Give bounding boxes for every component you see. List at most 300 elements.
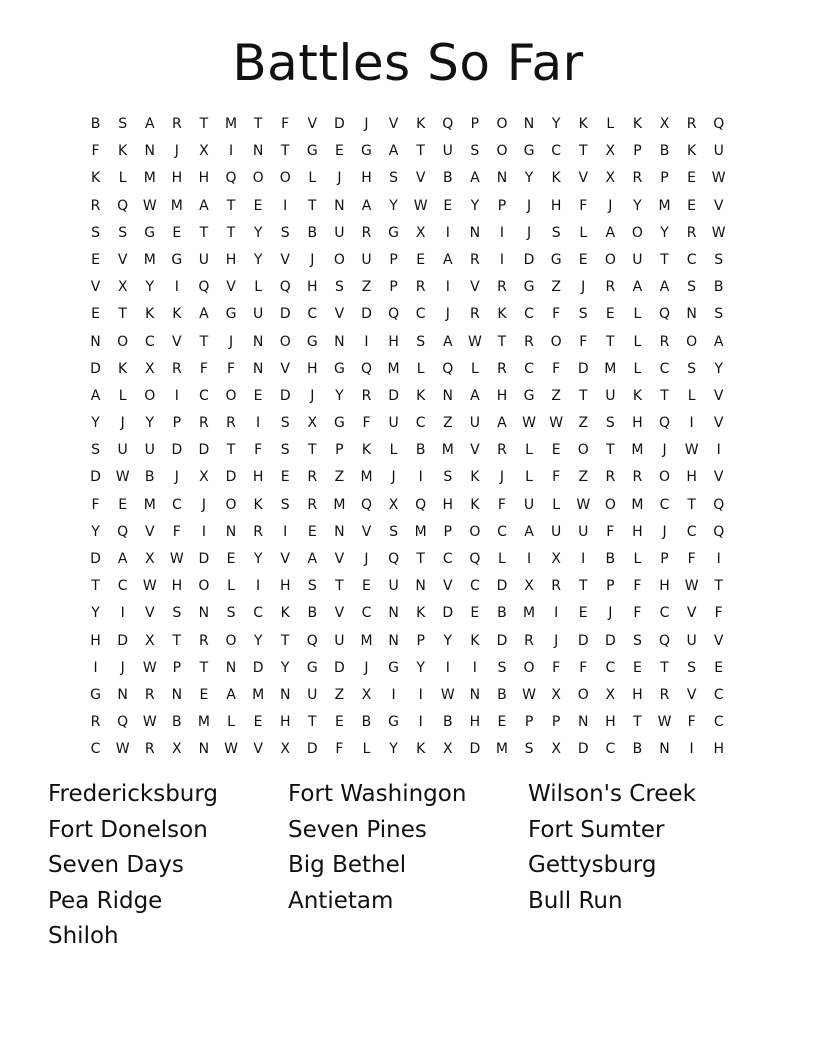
- grid-cell[interactable]: I: [526, 551, 532, 567]
- grid-cell[interactable]: H: [605, 714, 616, 731]
- grid-cell[interactable]: E: [280, 469, 290, 486]
- grid-cell[interactable]: D: [334, 116, 345, 132]
- grid-cell[interactable]: U: [361, 251, 372, 268]
- grid-cell[interactable]: T: [253, 116, 263, 132]
- grid-cell[interactable]: Z: [361, 279, 372, 296]
- grid-cell[interactable]: B: [632, 741, 643, 758]
- grid-cell[interactable]: N: [225, 523, 237, 540]
- grid-cell[interactable]: A: [361, 197, 372, 214]
- grid-cell[interactable]: G: [90, 686, 101, 703]
- grid-cell[interactable]: L: [633, 551, 642, 567]
- grid-cell[interactable]: X: [659, 116, 670, 132]
- grid-cell[interactable]: X: [144, 360, 155, 377]
- grid-cell[interactable]: O: [686, 333, 698, 350]
- grid-cell[interactable]: N: [442, 387, 453, 404]
- grid-cell[interactable]: R: [605, 469, 616, 486]
- grid-cell[interactable]: R: [199, 415, 209, 432]
- grid-cell[interactable]: U: [252, 306, 264, 323]
- grid-cell[interactable]: K: [632, 116, 643, 132]
- grid-cell[interactable]: T: [416, 143, 425, 160]
- grid-cell[interactable]: E: [416, 251, 426, 268]
- grid-cell[interactable]: K: [361, 442, 372, 459]
- grid-cell[interactable]: E: [362, 578, 371, 595]
- grid-cell[interactable]: K: [416, 741, 426, 758]
- grid-cell[interactable]: O: [631, 224, 643, 241]
- grid-cell[interactable]: V: [280, 360, 290, 377]
- grid-cell[interactable]: V: [253, 741, 263, 758]
- grid-cell[interactable]: L: [227, 714, 235, 731]
- grid-cell[interactable]: P: [389, 279, 398, 296]
- grid-cell[interactable]: D: [252, 659, 264, 676]
- grid-cell[interactable]: B: [172, 714, 182, 731]
- grid-cell[interactable]: I: [716, 551, 721, 567]
- grid-cell[interactable]: L: [227, 578, 235, 595]
- grid-cell[interactable]: G: [306, 143, 318, 160]
- grid-cell[interactable]: P: [416, 632, 425, 649]
- grid-cell[interactable]: K: [416, 116, 426, 132]
- grid-cell[interactable]: W: [522, 686, 536, 703]
- grid-cell[interactable]: H: [171, 578, 183, 595]
- grid-cell[interactable]: U: [551, 523, 562, 540]
- grid-cell[interactable]: O: [469, 523, 481, 540]
- grid-cell[interactable]: D: [198, 551, 210, 567]
- grid-cell[interactable]: O: [198, 578, 210, 595]
- grid-cell[interactable]: I: [256, 415, 261, 432]
- grid-cell[interactable]: H: [225, 251, 237, 268]
- grid-cell[interactable]: B: [307, 224, 318, 241]
- grid-cell[interactable]: C: [659, 496, 670, 513]
- grid-cell[interactable]: D: [90, 551, 101, 567]
- grid-cell[interactable]: N: [171, 686, 183, 703]
- grid-cell[interactable]: C: [253, 605, 263, 622]
- grid-cell[interactable]: B: [713, 279, 724, 296]
- grid-cell[interactable]: Z: [334, 686, 345, 703]
- grid-cell[interactable]: J: [608, 605, 613, 622]
- grid-cell[interactable]: C: [524, 360, 534, 377]
- grid-cell[interactable]: A: [90, 387, 101, 404]
- grid-cell[interactable]: A: [199, 306, 209, 323]
- grid-cell[interactable]: L: [633, 333, 642, 350]
- grid-cell[interactable]: S: [714, 251, 724, 268]
- grid-cell[interactable]: T: [578, 578, 588, 595]
- grid-cell[interactable]: C: [90, 741, 101, 758]
- grid-cell[interactable]: K: [172, 306, 182, 323]
- grid-cell[interactable]: R: [144, 686, 155, 703]
- grid-cell[interactable]: R: [686, 116, 697, 132]
- grid-cell[interactable]: M: [631, 442, 644, 459]
- grid-cell[interactable]: H: [550, 197, 562, 214]
- grid-cell[interactable]: U: [307, 686, 318, 703]
- grid-cell[interactable]: X: [551, 686, 561, 703]
- grid-cell[interactable]: M: [523, 605, 536, 622]
- grid-cell[interactable]: F: [552, 469, 561, 486]
- grid-cell[interactable]: K: [118, 360, 128, 377]
- grid-cell[interactable]: G: [171, 251, 183, 268]
- grid-cell[interactable]: M: [333, 496, 346, 513]
- grid-cell[interactable]: Z: [334, 469, 345, 486]
- grid-cell[interactable]: D: [279, 387, 291, 404]
- grid-cell[interactable]: V: [713, 469, 724, 486]
- grid-cell[interactable]: G: [333, 360, 345, 377]
- grid-cell[interactable]: J: [554, 632, 559, 649]
- grid-cell[interactable]: V: [713, 415, 724, 432]
- grid-cell[interactable]: O: [252, 170, 264, 187]
- grid-cell[interactable]: C: [199, 387, 209, 404]
- grid-cell[interactable]: V: [334, 605, 345, 622]
- grid-cell[interactable]: V: [470, 279, 480, 296]
- grid-cell[interactable]: W: [684, 578, 699, 595]
- grid-cell[interactable]: M: [360, 632, 373, 649]
- grid-cell[interactable]: N: [252, 333, 264, 350]
- grid-cell[interactable]: T: [660, 659, 669, 676]
- grid-cell[interactable]: F: [172, 523, 181, 540]
- grid-cell[interactable]: M: [143, 170, 156, 187]
- grid-cell[interactable]: T: [172, 632, 182, 649]
- grid-cell[interactable]: D: [361, 306, 372, 323]
- grid-cell[interactable]: E: [334, 143, 344, 160]
- grid-cell[interactable]: D: [442, 605, 454, 622]
- grid-cell[interactable]: K: [118, 143, 128, 160]
- grid-cell[interactable]: H: [469, 714, 481, 731]
- grid-cell[interactable]: A: [144, 116, 155, 132]
- grid-cell[interactable]: O: [604, 496, 616, 513]
- grid-cell[interactable]: I: [445, 224, 450, 241]
- grid-cell[interactable]: K: [145, 306, 155, 323]
- grid-cell[interactable]: W: [576, 496, 591, 513]
- grid-cell[interactable]: W: [711, 170, 726, 187]
- grid-cell[interactable]: Z: [578, 469, 589, 486]
- grid-cell[interactable]: S: [632, 632, 642, 649]
- grid-cell[interactable]: O: [225, 496, 237, 513]
- grid-cell[interactable]: R: [307, 496, 318, 513]
- grid-cell[interactable]: R: [469, 251, 480, 268]
- grid-cell[interactable]: U: [632, 251, 643, 268]
- grid-cell[interactable]: N: [198, 741, 210, 758]
- grid-cell[interactable]: T: [280, 143, 290, 160]
- grid-cell[interactable]: D: [577, 632, 589, 649]
- grid-cell[interactable]: N: [117, 686, 128, 703]
- grid-cell[interactable]: S: [280, 496, 290, 513]
- grid-cell[interactable]: Q: [659, 415, 671, 432]
- grid-cell[interactable]: L: [687, 387, 696, 404]
- grid-cell[interactable]: V: [307, 116, 318, 132]
- grid-cell[interactable]: I: [716, 442, 721, 459]
- grid-cell[interactable]: V: [280, 251, 290, 268]
- grid-cell[interactable]: S: [687, 360, 697, 377]
- grid-cell[interactable]: V: [686, 605, 697, 622]
- grid-cell[interactable]: J: [662, 442, 667, 459]
- grid-cell[interactable]: H: [632, 415, 643, 432]
- grid-cell[interactable]: M: [604, 360, 617, 377]
- grid-cell[interactable]: P: [497, 197, 507, 214]
- grid-cell[interactable]: R: [497, 442, 507, 459]
- grid-cell[interactable]: G: [361, 143, 372, 160]
- grid-cell[interactable]: B: [497, 605, 507, 622]
- grid-cell[interactable]: O: [496, 116, 508, 132]
- grid-cell[interactable]: A: [226, 686, 236, 703]
- grid-cell[interactable]: L: [579, 224, 588, 241]
- grid-cell[interactable]: Q: [388, 551, 400, 567]
- grid-cell[interactable]: H: [307, 279, 318, 296]
- grid-cell[interactable]: U: [388, 415, 399, 432]
- grid-cell[interactable]: H: [198, 170, 210, 187]
- grid-cell[interactable]: L: [606, 116, 615, 132]
- grid-cell[interactable]: C: [524, 306, 534, 323]
- grid-cell[interactable]: R: [171, 116, 182, 132]
- grid-cell[interactable]: P: [443, 523, 452, 540]
- grid-cell[interactable]: I: [364, 333, 369, 350]
- grid-cell[interactable]: S: [172, 605, 182, 622]
- grid-cell[interactable]: P: [470, 116, 480, 132]
- grid-cell[interactable]: I: [174, 279, 179, 296]
- grid-cell[interactable]: S: [443, 469, 453, 486]
- grid-cell[interactable]: L: [525, 469, 533, 486]
- grid-cell[interactable]: H: [659, 578, 670, 595]
- grid-cell[interactable]: Q: [713, 116, 725, 132]
- grid-cell[interactable]: N: [334, 197, 345, 214]
- grid-cell[interactable]: F: [199, 360, 208, 377]
- grid-cell[interactable]: O: [225, 387, 237, 404]
- grid-cell[interactable]: Q: [117, 197, 129, 214]
- grid-cell[interactable]: Z: [551, 387, 561, 404]
- grid-cell[interactable]: H: [686, 469, 697, 486]
- grid-cell[interactable]: T: [199, 224, 209, 241]
- grid-cell[interactable]: M: [197, 714, 210, 731]
- grid-cell[interactable]: K: [497, 306, 507, 323]
- grid-cell[interactable]: L: [254, 279, 263, 296]
- grid-cell[interactable]: F: [579, 659, 588, 676]
- grid-cell[interactable]: G: [388, 659, 399, 676]
- grid-cell[interactable]: F: [91, 496, 100, 513]
- grid-cell[interactable]: R: [524, 333, 534, 350]
- grid-cell[interactable]: X: [361, 686, 372, 703]
- grid-cell[interactable]: C: [497, 523, 507, 540]
- grid-cell[interactable]: D: [469, 741, 481, 758]
- grid-cell[interactable]: R: [686, 224, 697, 241]
- grid-cell[interactable]: W: [142, 659, 157, 676]
- grid-cell[interactable]: N: [659, 741, 670, 758]
- grid-cell[interactable]: T: [226, 442, 236, 459]
- grid-cell[interactable]: V: [713, 387, 724, 404]
- grid-cell[interactable]: Y: [253, 632, 263, 649]
- grid-cell[interactable]: W: [522, 415, 536, 432]
- grid-cell[interactable]: R: [632, 170, 643, 187]
- grid-cell[interactable]: W: [413, 197, 428, 214]
- grid-cell[interactable]: E: [470, 605, 480, 622]
- grid-cell[interactable]: S: [118, 224, 128, 241]
- grid-cell[interactable]: O: [279, 170, 291, 187]
- grid-cell[interactable]: K: [90, 170, 101, 187]
- grid-cell[interactable]: T: [226, 224, 236, 241]
- grid-cell[interactable]: S: [226, 605, 236, 622]
- grid-cell[interactable]: Y: [633, 197, 642, 214]
- grid-cell[interactable]: F: [687, 551, 696, 567]
- grid-cell[interactable]: K: [632, 387, 643, 404]
- grid-cell[interactable]: X: [524, 578, 534, 595]
- grid-cell[interactable]: D: [279, 306, 291, 323]
- grid-cell[interactable]: N: [523, 116, 535, 132]
- grid-cell[interactable]: H: [307, 360, 318, 377]
- grid-cell[interactable]: I: [418, 714, 423, 731]
- grid-cell[interactable]: I: [554, 605, 559, 622]
- grid-cell[interactable]: Q: [360, 360, 372, 377]
- grid-cell[interactable]: K: [470, 496, 480, 513]
- grid-cell[interactable]: S: [470, 143, 480, 160]
- grid-cell[interactable]: D: [577, 360, 589, 377]
- grid-cell[interactable]: Y: [280, 659, 290, 676]
- grid-cell[interactable]: K: [687, 143, 697, 160]
- grid-cell[interactable]: A: [713, 333, 724, 350]
- grid-cell[interactable]: X: [388, 496, 399, 513]
- grid-cell[interactable]: R: [497, 279, 507, 296]
- grid-cell[interactable]: R: [253, 523, 263, 540]
- grid-cell[interactable]: I: [581, 551, 586, 567]
- grid-cell[interactable]: O: [144, 387, 156, 404]
- grid-cell[interactable]: Q: [713, 523, 725, 540]
- grid-cell[interactable]: D: [523, 251, 535, 268]
- grid-cell[interactable]: Q: [117, 714, 129, 731]
- grid-cell[interactable]: W: [115, 469, 130, 486]
- grid-cell[interactable]: R: [171, 360, 182, 377]
- grid-cell[interactable]: E: [551, 442, 561, 459]
- grid-cell[interactable]: L: [498, 551, 506, 567]
- grid-cell[interactable]: Y: [660, 224, 669, 241]
- grid-cell[interactable]: Y: [91, 523, 100, 540]
- grid-cell[interactable]: N: [279, 686, 291, 703]
- grid-cell[interactable]: G: [523, 143, 535, 160]
- grid-cell[interactable]: G: [523, 279, 535, 296]
- grid-cell[interactable]: D: [198, 442, 210, 459]
- grid-cell[interactable]: N: [252, 360, 264, 377]
- grid-cell[interactable]: C: [469, 578, 480, 595]
- grid-cell[interactable]: Q: [388, 306, 400, 323]
- grid-cell[interactable]: X: [199, 143, 209, 160]
- grid-cell[interactable]: C: [307, 306, 318, 323]
- grid-cell[interactable]: W: [684, 442, 699, 459]
- grid-cell[interactable]: Z: [442, 415, 453, 432]
- grid-cell[interactable]: W: [440, 686, 455, 703]
- grid-cell[interactable]: X: [280, 741, 290, 758]
- grid-cell[interactable]: T: [118, 306, 127, 323]
- grid-cell[interactable]: T: [308, 714, 317, 731]
- grid-cell[interactable]: N: [388, 605, 399, 622]
- grid-cell[interactable]: J: [201, 496, 206, 513]
- grid-cell[interactable]: U: [117, 442, 128, 459]
- grid-cell[interactable]: Q: [469, 551, 481, 567]
- grid-cell[interactable]: Y: [253, 224, 263, 241]
- grid-cell[interactable]: L: [525, 442, 533, 459]
- grid-cell[interactable]: T: [497, 333, 507, 350]
- grid-cell[interactable]: Y: [416, 659, 425, 676]
- grid-cell[interactable]: J: [228, 333, 234, 350]
- grid-cell[interactable]: R: [659, 686, 670, 703]
- grid-cell[interactable]: A: [605, 224, 616, 241]
- grid-cell[interactable]: Q: [360, 496, 372, 513]
- grid-cell[interactable]: R: [659, 333, 670, 350]
- grid-cell[interactable]: C: [686, 523, 697, 540]
- grid-cell[interactable]: K: [280, 605, 290, 622]
- grid-cell[interactable]: S: [334, 279, 344, 296]
- grid-cell[interactable]: R: [551, 578, 561, 595]
- grid-cell[interactable]: G: [523, 387, 535, 404]
- grid-cell[interactable]: S: [91, 224, 100, 241]
- grid-cell[interactable]: P: [660, 551, 669, 567]
- grid-cell[interactable]: U: [144, 442, 155, 459]
- grid-cell[interactable]: J: [174, 469, 179, 486]
- grid-cell[interactable]: Q: [198, 279, 210, 296]
- grid-cell[interactable]: B: [659, 143, 670, 160]
- grid-cell[interactable]: R: [497, 360, 507, 377]
- grid-cell[interactable]: C: [442, 551, 453, 567]
- grid-cell[interactable]: C: [171, 496, 182, 513]
- grid-cell[interactable]: W: [169, 551, 184, 567]
- grid-cell[interactable]: S: [687, 279, 697, 296]
- grid-cell[interactable]: E: [443, 197, 453, 214]
- grid-cell[interactable]: S: [578, 306, 588, 323]
- grid-cell[interactable]: P: [633, 143, 642, 160]
- grid-cell[interactable]: X: [307, 415, 318, 432]
- grid-cell[interactable]: X: [144, 632, 155, 649]
- grid-cell[interactable]: N: [144, 143, 155, 160]
- grid-cell[interactable]: V: [117, 251, 128, 268]
- grid-cell[interactable]: I: [391, 686, 396, 703]
- grid-cell[interactable]: I: [689, 741, 694, 758]
- grid-cell[interactable]: E: [199, 686, 209, 703]
- grid-cell[interactable]: M: [387, 360, 400, 377]
- grid-cell[interactable]: P: [524, 714, 534, 731]
- grid-cell[interactable]: G: [388, 224, 399, 241]
- grid-cell[interactable]: X: [144, 551, 155, 567]
- grid-cell[interactable]: H: [279, 714, 291, 731]
- grid-cell[interactable]: T: [606, 442, 615, 459]
- grid-cell[interactable]: Y: [91, 605, 100, 622]
- grid-cell[interactable]: J: [526, 197, 532, 214]
- grid-cell[interactable]: O: [496, 143, 508, 160]
- grid-cell[interactable]: G: [144, 224, 156, 241]
- grid-cell[interactable]: T: [91, 578, 100, 595]
- grid-cell[interactable]: Q: [659, 306, 671, 323]
- grid-cell[interactable]: K: [578, 116, 588, 132]
- grid-cell[interactable]: F: [579, 197, 588, 214]
- grid-cell[interactable]: E: [307, 523, 317, 540]
- grid-cell[interactable]: E: [91, 306, 100, 323]
- grid-cell[interactable]: U: [334, 224, 345, 241]
- grid-cell[interactable]: T: [578, 143, 588, 160]
- grid-cell[interactable]: B: [361, 714, 372, 731]
- grid-cell[interactable]: D: [117, 632, 129, 649]
- grid-cell[interactable]: L: [552, 496, 561, 513]
- grid-cell[interactable]: T: [606, 333, 615, 350]
- grid-cell[interactable]: M: [224, 116, 238, 132]
- grid-cell[interactable]: W: [224, 741, 238, 758]
- grid-cell[interactable]: S: [280, 415, 290, 432]
- grid-cell[interactable]: H: [279, 578, 291, 595]
- grid-cell[interactable]: J: [499, 469, 505, 486]
- grid-cell[interactable]: G: [333, 415, 345, 432]
- grid-cell[interactable]: I: [174, 387, 179, 404]
- grid-cell[interactable]: W: [142, 197, 157, 214]
- grid-cell[interactable]: F: [226, 360, 236, 377]
- grid-cell[interactable]: E: [91, 251, 100, 268]
- grid-cell[interactable]: U: [713, 143, 724, 160]
- grid-cell[interactable]: T: [714, 578, 723, 595]
- grid-cell[interactable]: S: [91, 442, 100, 459]
- grid-cell[interactable]: Q: [415, 496, 427, 513]
- grid-cell[interactable]: T: [416, 551, 425, 567]
- grid-cell[interactable]: O: [577, 442, 589, 459]
- grid-cell[interactable]: O: [117, 333, 129, 350]
- grid-cell[interactable]: V: [442, 578, 453, 595]
